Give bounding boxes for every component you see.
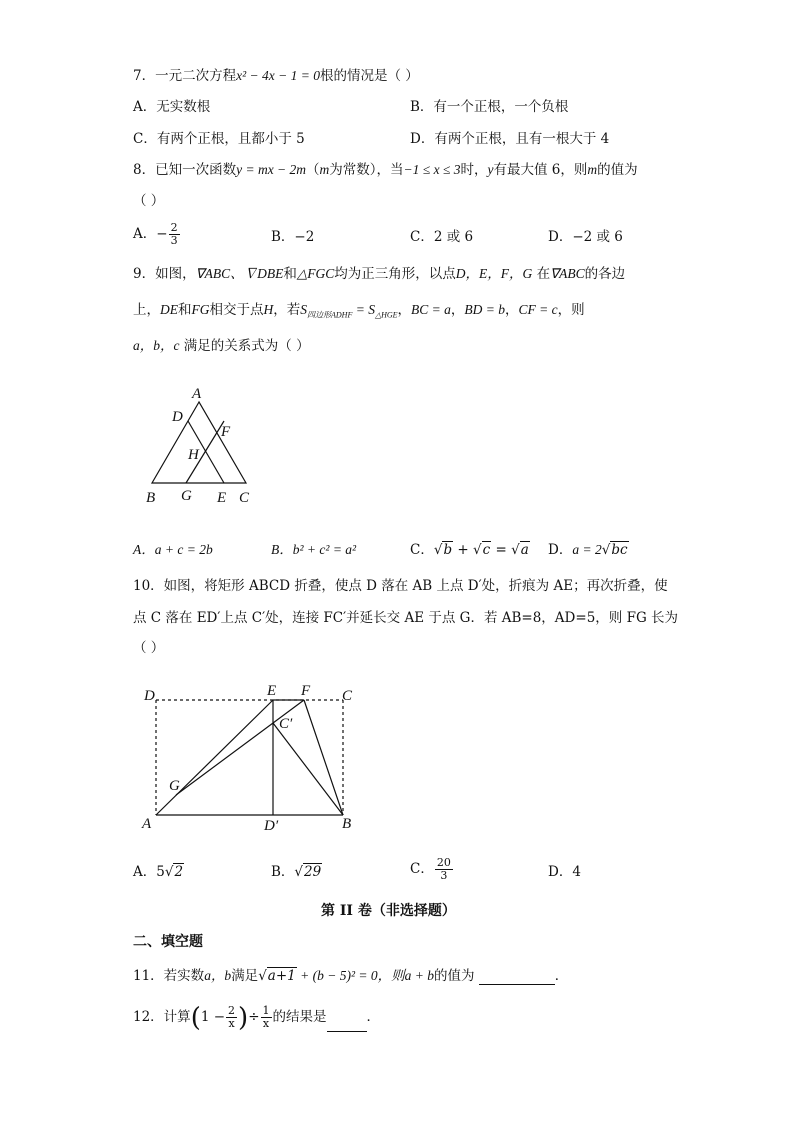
q9-text: ， [450, 302, 465, 318]
q10-option-d[interactable]: D．4 [548, 864, 581, 880]
q8-stem [133, 161, 638, 179]
q7-option-a[interactable]: A．无实数根 [133, 99, 211, 115]
q9-area-2: S [368, 302, 375, 317]
part-title: 二、填空题 [133, 934, 203, 950]
q9-area-1: S [300, 302, 307, 317]
q9-equals: = [352, 302, 369, 317]
q9-bd: BD = b [464, 302, 506, 317]
q9-text: 的各边 [584, 266, 626, 282]
q9-label-c: C [239, 490, 250, 506]
q9-option-a-text: A．a + c = 2b [133, 542, 213, 557]
q12-text: 12．计算 [133, 1009, 191, 1025]
q12-one-minus: 1 − [200, 1009, 226, 1025]
q9-label-h: H [188, 447, 199, 463]
q10-option-a[interactable]: A．5√2 [133, 864, 184, 880]
q8-option-a-fraction [169, 222, 180, 247]
q8-text-b: （ [306, 162, 320, 178]
q9-h: H [263, 302, 274, 317]
q9-option-c-eq: = [491, 542, 512, 558]
q10-label-b: B [342, 816, 352, 832]
q11-text: 11．若实数 [133, 968, 205, 984]
q10-line-2: 点 C 落在 ED′上点 C′处，连接 FC′并延长交 AE 于点 G．若 AB=8，AD=5，则 FG 长为 [133, 610, 679, 626]
q9-option-a[interactable] [133, 541, 213, 559]
q9-triangle-abc: ∇ABC [550, 266, 585, 281]
q9-fg: FG [191, 302, 210, 317]
q7-equation: x² − 4x − 1 = 0 [236, 68, 320, 83]
q12-numerator-2: 1 [262, 1004, 270, 1017]
q8-range: −1 ≤ x ≤ 3 [403, 162, 461, 177]
q10-option-b-label: B． [271, 864, 295, 880]
q12-denominator-2: x [262, 1017, 270, 1030]
q9-triangle-fgc: △FGC [296, 266, 335, 281]
q9-text: 和 [178, 302, 192, 318]
q12-paren-open: ( [190, 1002, 201, 1033]
q9-option-c-c: c [482, 542, 491, 558]
q10-label-c-prime: C′ [279, 716, 293, 732]
q10-option-c-numerator: 20 [436, 856, 451, 869]
q10-line-3: （ ） [133, 640, 165, 656]
q10-option-a-radicand: 2 [174, 864, 184, 880]
q11-end: ． [554, 968, 569, 984]
q9-label-f: F [221, 424, 231, 440]
q9-figure [140, 380, 270, 510]
q9-label-e: E [217, 490, 227, 506]
q9-text: 满足的关系式为（ ） [183, 338, 310, 354]
q12-denominator-1: x [228, 1017, 235, 1030]
q9-label-b: B [146, 490, 156, 506]
q9-option-d-a: a = 2 [572, 542, 602, 557]
q10-option-c-denominator: 3 [440, 869, 448, 882]
q8-m-2: m [587, 162, 598, 177]
q12-paren-close: ) [238, 1002, 249, 1033]
q8-m: m [319, 162, 330, 177]
section-title: 第 II 卷（非选择题） [321, 903, 456, 919]
q9-option-c-a: a [520, 542, 529, 558]
q9-cf: CF = c [518, 302, 558, 317]
q9-text: ， [505, 302, 519, 318]
q10-option-b[interactable]: B．√29 [271, 864, 322, 880]
q8-paren: （ ） [133, 193, 165, 209]
q7-stem-text: 7．一元二次方程 [133, 68, 237, 84]
q8-option-a-numerator: 2 [170, 221, 178, 234]
q11-answer-blank[interactable] [479, 970, 555, 985]
q9-vars: a，b，c [133, 338, 180, 353]
q10-label-c: C [342, 688, 353, 704]
q12-numerator-1: 2 [228, 1004, 236, 1017]
q10-label-a: A [142, 816, 152, 832]
q9-text: 上， [133, 302, 160, 318]
q11-text: 满足 [231, 968, 259, 984]
q9-option-c-b: b [443, 542, 453, 558]
q9-points: D，E，F，G [455, 266, 533, 281]
q10-line-fb [304, 700, 343, 815]
q12-end: ． [366, 1009, 381, 1025]
q8-text-f: 的值为 [597, 162, 638, 178]
q10-line-1: 10．如图，将矩形 ABCD 折叠，使点 D 落在 AB 上点 D′处，折痕为 AE；再次折叠，使 [133, 578, 668, 594]
q7-option-c[interactable]: C．有两个正根，且都小于 5 [133, 131, 305, 147]
q10-option-a-label: A．5 [133, 864, 165, 880]
q10-option-c-label: C． [410, 861, 434, 877]
q10-option-c-fraction [435, 857, 453, 882]
q10-line-fg [176, 700, 304, 795]
q9-option-d-bc: bc [611, 542, 628, 558]
q8-option-a-denominator: 3 [170, 234, 178, 247]
q7-stem-text-2: 根的情况是（ ） [319, 68, 419, 84]
q9-text: ，若 [273, 302, 301, 318]
q10-line-cb [273, 723, 343, 815]
q10-label-e: E [267, 683, 277, 699]
q12-fraction-2 [261, 1005, 272, 1030]
q11-expression: + (b − 5)² = 0，则 [296, 968, 405, 983]
q7-option-b[interactable]: B．有一个正根，一个负根 [410, 99, 569, 115]
q9-triangle-abc-shape [152, 402, 246, 483]
q9-text: 9．如图， [133, 266, 196, 282]
q7-option-d[interactable]: D．有两个正根，且有一根大于 4 [410, 131, 610, 147]
q10-label-d-prime: D′ [264, 818, 279, 834]
q10-figure [136, 680, 366, 840]
q8-y: y [487, 162, 494, 177]
q8-text-c: 为常数），当 [329, 162, 404, 178]
q9-option-d[interactable]: D．a = 2√bc [548, 542, 628, 558]
q12-answer-blank[interactable] [327, 1017, 367, 1032]
q8-option-a-sign: − [156, 226, 168, 242]
q7-stem [133, 67, 419, 85]
q8-function: y = mx − 2m [236, 162, 307, 177]
q9-label-a: A [192, 386, 202, 402]
q11-radicand: a+1 [267, 968, 296, 984]
q9-bc: BC = a [411, 302, 451, 317]
q9-area-1-sub: 四边形ADHF [307, 310, 353, 320]
q9-text: ，则 [557, 302, 585, 318]
q9-option-b-text: B．b² + c² = a² [271, 542, 357, 557]
q9-option-c-plus: + [453, 542, 474, 558]
q9-line-1 [133, 265, 625, 283]
q9-label-d: D [172, 409, 183, 425]
q8-option-a[interactable] [133, 222, 181, 247]
q9-option-c[interactable]: C．√b + √c = √a [410, 542, 529, 558]
q8-option-c[interactable]: C．2 或 6 [410, 229, 474, 245]
q12-divide: ÷ [248, 1009, 260, 1025]
q9-text: 相交于点 [209, 302, 264, 318]
q9-area-2-sub: △HGE [374, 310, 398, 320]
q9-option-b[interactable] [271, 541, 356, 559]
q10-line-ae [156, 700, 273, 815]
q9-label-g: G [181, 488, 192, 504]
q12-text: 的结果是 [272, 1009, 327, 1025]
q9-option-d-label: D． [548, 542, 573, 558]
q10-option-b-radicand: 29 [304, 864, 322, 880]
q11-sum: a + b [404, 968, 434, 983]
q9-text: 和 [283, 266, 297, 282]
q9-text: 在 [536, 266, 551, 282]
q8-text-e: 有最大值 6，则 [493, 162, 588, 178]
q9-text: ， [397, 302, 412, 318]
q8-text-d: 时， [460, 162, 488, 178]
q10-label-g: G [169, 778, 180, 794]
q10-label-d: D [144, 688, 155, 704]
q8-text-a: 8．已知一次函数 [133, 162, 237, 178]
q8-option-b[interactable]: B．−2 [271, 229, 315, 245]
q8-option-d[interactable]: D．−2 或 6 [548, 229, 623, 245]
q9-option-c-label: C． [410, 542, 434, 558]
q12-line [133, 1002, 380, 1032]
q8-option-a-label: A． [133, 226, 157, 242]
q10-option-c[interactable] [410, 857, 454, 882]
q9-text: 均为正三角形，以点 [334, 266, 456, 282]
q11-line: 11．若实数a，b满足√a+1 + (b − 5)² = 0，则a + b的值为 ． [133, 968, 569, 984]
q11-text: 的值为 [434, 968, 475, 984]
q12-fraction-1 [226, 1005, 237, 1030]
q11-vars: a，b [204, 968, 232, 983]
q9-triangles: ∇ABC、∇DBE [195, 266, 284, 281]
q10-label-f: F [301, 683, 311, 699]
q9-line-3 [133, 337, 310, 355]
q9-de: DE [160, 302, 178, 317]
q9-line-2 [133, 301, 585, 325]
